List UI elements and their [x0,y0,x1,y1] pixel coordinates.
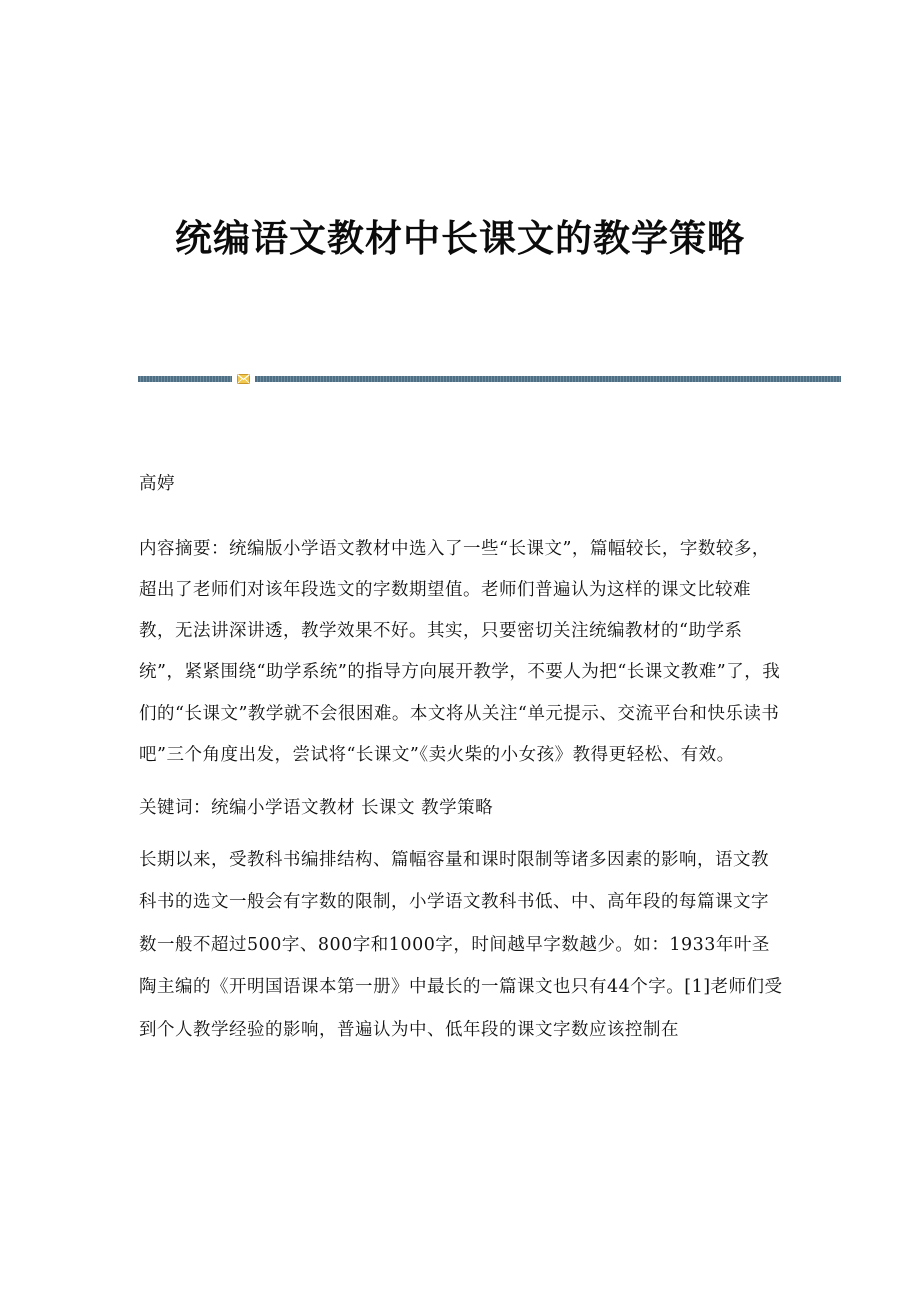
title-divider [138,374,841,384]
abstract-paragraph: 内容摘要：统编版小学语文教材中选入了一些“长课文”，篇幅较长，字数较多，超出了老师们对该年段选文的字数期望值。老师们普遍认为这样的课文比较难教，无法讲深讲透，教学效果不好。其实，只要密切关注统编教材的“助学系统”，紧紧围绕“助学系统”的指导方向展开教学，不要人为把“长课文教难”了，我们的“长课文”教学就不会很困难。本文将从关注“单元提示、交流平台和快乐读书吧”三个角度出发，尝试将“长课文”《卖火柴的小女孩》教得更轻松、有效。 [139,538,781,765]
page-title: 统编语文教材中长课文的教学策略 [175,216,745,260]
envelope-ornament-icon [237,374,250,384]
divider-bar-left [138,376,232,382]
keywords-line: 关键词：统编小学语文教材 长课文 教学策略 [139,798,494,819]
body-paragraph: 长期以来，受教科书编排结构、篇幅容量和课时限制等诸多因素的影响，语文教科书的选文一般会有字数的限制，小学语文教科书低、中、高年段的每篇课文字数一般不超过500字、800字和1000字，时间越早字数越少。如：1933年叶圣陶主编的《开明国语课本第一册》中最长的一篇课文也只有44个字。[1]老师们受到个人教学经验的影响，普遍认为中、低年段的课文字数应该控制在 [139,849,783,1040]
document-body [139,466,784,1069]
divider-bar-right [255,376,841,382]
author-name: 高婷 [139,474,175,494]
